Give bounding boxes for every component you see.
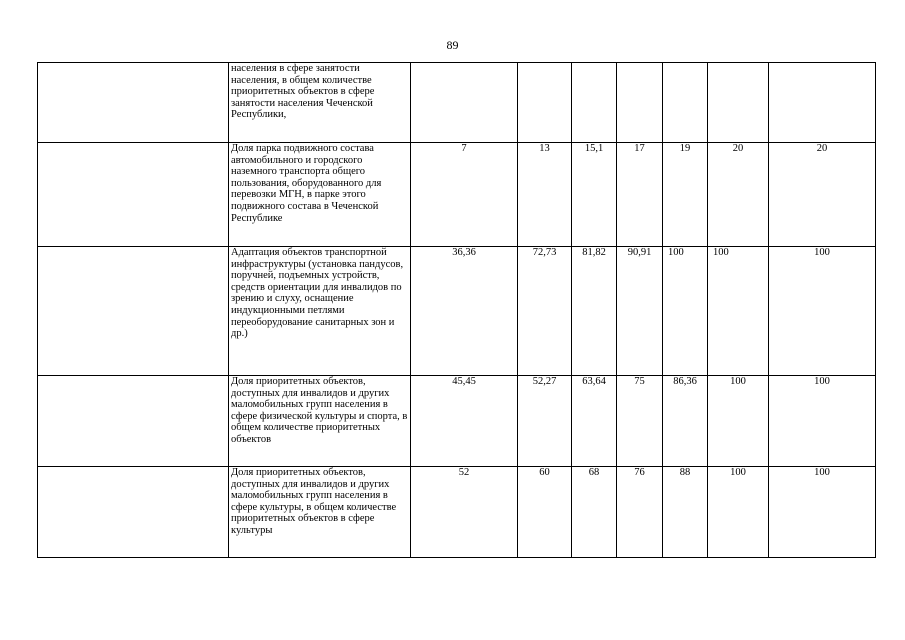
value-cell: 100 [708,376,769,467]
table-row [38,467,876,558]
value-cell: 7 [411,143,518,247]
value-cell: 15,1 [572,143,617,247]
empty-cell [38,63,229,143]
table-row [38,376,876,467]
value-cell: 75 [617,376,663,467]
value-cell: 76 [617,467,663,558]
empty-cell [38,467,229,558]
empty-cell [38,376,229,467]
indicator-name: Доля парка подвижного состава автомобильного и городского наземного транспорта общего пользования, оборудованного для перевозки МГН, в парке этого подвижного состава в Чеченской Республике [229,143,411,247]
indicator-name: Доля приоритетных объектов, доступных для инвалидов и других маломобильных групп населения в сфере физической культуры и спорта, в общем количестве приоритетных объектов [229,376,411,467]
value-cell [663,63,708,143]
indicators-table [37,62,876,558]
value-cell: 72,73 [518,247,572,376]
value-cell: 20 [769,143,876,247]
value-cell: 100 [708,247,769,376]
value-cell [769,63,876,143]
value-cell [708,63,769,143]
value-cell: 63,64 [572,376,617,467]
value-cell [518,63,572,143]
indicator-name: Доля приоритетных объектов, доступных для инвалидов и других маломобильных групп населения в сфере культуры, в общем количестве приоритетных объектов в сфере культуры [229,467,411,558]
indicator-name: Адаптация объектов транспортной инфраструктуры (установка пандусов, поручней, подъемных устройств, средств ориентации для инвалидов по зрению и слуху, оснащение индукционными петлями переоборудование санитарных зон и др.) [229,247,411,376]
empty-cell [38,247,229,376]
value-cell: 52 [411,467,518,558]
value-cell: 19 [663,143,708,247]
value-cell: 88 [663,467,708,558]
indicator-name: населения в сфере занятости населения, в общем количестве приоритетных объектов в сфере занятости населения Чеченской Республики, [229,63,411,143]
table-row [38,143,876,247]
value-cell: 20 [708,143,769,247]
value-cell: 90,91 [617,247,663,376]
value-cell [572,63,617,143]
page-number: 89 [446,38,459,52]
value-cell: 17 [617,143,663,247]
table-row [38,63,876,143]
value-cell: 100 [769,376,876,467]
value-cell: 36,36 [411,247,518,376]
value-cell: 81,82 [572,247,617,376]
value-cell [411,63,518,143]
table-row [38,247,876,376]
value-cell: 68 [572,467,617,558]
value-cell: 100 [708,467,769,558]
value-cell: 100 [769,247,876,376]
empty-cell [38,143,229,247]
value-cell: 13 [518,143,572,247]
value-cell: 100 [663,247,708,376]
value-cell: 86,36 [663,376,708,467]
value-cell: 52,27 [518,376,572,467]
value-cell [617,63,663,143]
value-cell: 100 [769,467,876,558]
value-cell: 45,45 [411,376,518,467]
value-cell: 60 [518,467,572,558]
